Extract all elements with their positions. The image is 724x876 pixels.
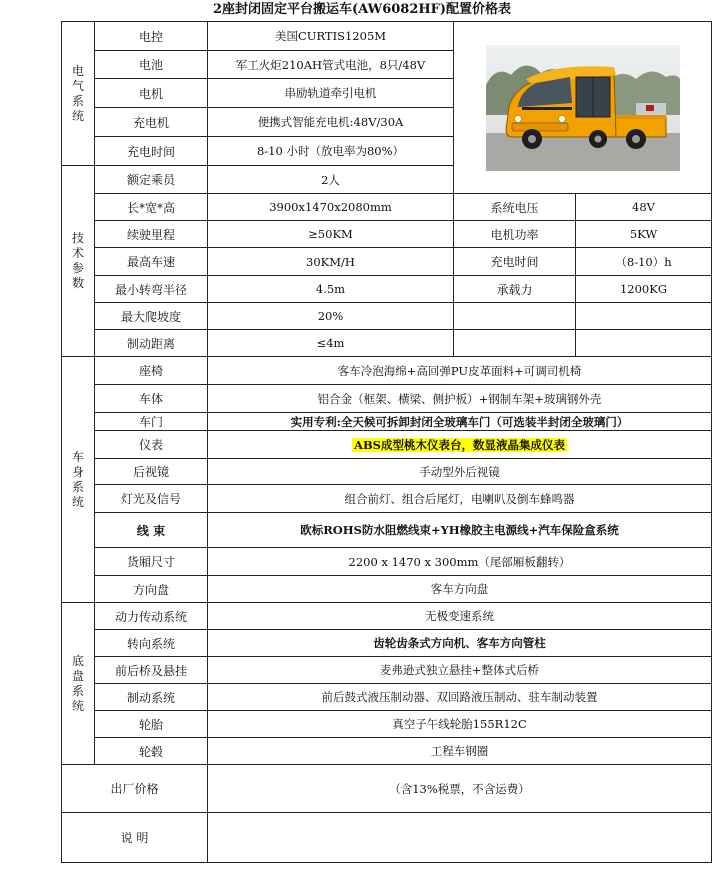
row-value: 麦弗逊式独立悬挂+整体式后桥: [208, 657, 712, 684]
row-label: 前后桥及悬挂: [95, 657, 208, 684]
row-label: 轮胎: [95, 711, 208, 738]
row-value: 实用专利:全天候可拆卸封闭全玻璃车门（可选装半封闭全玻璃门）: [208, 413, 712, 431]
page-title: 2座封闭固定平台搬运车(AW6082HF)配置价格表: [212, 2, 512, 17]
row-label: 灯光及信号: [95, 485, 208, 513]
row-value: 4.5m: [208, 276, 454, 303]
table-row: [62, 330, 712, 357]
row-label: 最高车速: [95, 248, 208, 276]
row-value: 2人: [208, 166, 454, 194]
table-row: [62, 357, 712, 385]
row-value-2: [576, 330, 712, 357]
row-value: ≥50KM: [208, 221, 454, 248]
row-label: 座椅: [95, 357, 208, 385]
row-value-cell: [208, 431, 712, 459]
row-label: 制动距离: [95, 330, 208, 357]
table-row: [62, 684, 712, 711]
row-label-2: 电机功率: [454, 221, 576, 248]
row-label-2: 充电时间: [454, 248, 576, 276]
row-value: 工程车钢圈: [208, 738, 712, 765]
notes-label: 说 明: [62, 813, 208, 863]
row-label: 电机: [95, 79, 208, 108]
row-value: 手动型外后视镜: [208, 459, 712, 485]
row-value: 客车冷泡海绵+高回弹PU皮革面料+可调司机椅: [208, 357, 712, 385]
highlight-value: ABS成型桃木仪表台，数显液晶集成仪表: [354, 437, 565, 452]
row-value: 美国CURTIS1205M: [208, 22, 454, 51]
row-label: 车体: [95, 385, 208, 413]
row-value: 无极变速系统: [208, 603, 712, 630]
table-row: [62, 548, 712, 576]
row-label: 后视镜: [95, 459, 208, 485]
table-row: [62, 413, 712, 431]
row-label: 动力传动系统: [95, 603, 208, 630]
row-label: 电控: [95, 22, 208, 51]
row-label-2: [454, 330, 576, 357]
category-technical: 技 术 参 数: [62, 166, 95, 357]
row-label: 充电时间: [95, 137, 208, 166]
table-row: [62, 385, 712, 413]
row-value: 20%: [208, 303, 454, 330]
table-row: [62, 431, 712, 459]
vehicle-photo: [486, 45, 680, 171]
notes-value: [208, 813, 712, 863]
price-label: 出厂价格: [62, 765, 208, 813]
row-label: 转向系统: [95, 630, 208, 657]
table-row: [62, 813, 712, 863]
table-row: [62, 657, 712, 684]
row-label-2: [454, 303, 576, 330]
table-row: [62, 630, 712, 657]
row-label: 车门: [95, 413, 208, 431]
row-label: 续驶里程: [95, 221, 208, 248]
row-label-2: 系统电压: [454, 194, 576, 221]
row-value: 客车方向盘: [208, 576, 712, 603]
row-value: 组合前灯、组合后尾灯，电喇叭及倒车蜂鸣器: [208, 485, 712, 513]
vehicle-photo-cell: [454, 22, 712, 194]
row-value: 串励轨道牵引电机: [208, 79, 454, 108]
row-value: 便携式智能充电机:48V/30A: [208, 108, 454, 137]
table-row: [62, 485, 712, 513]
category-chassis: 底 盘 系 统: [62, 603, 95, 765]
row-label-2: 承载力: [454, 276, 576, 303]
row-value: 前后鼓式液压制动器、双回路液压制动、驻车制动装置: [208, 684, 712, 711]
table-row: [62, 248, 712, 276]
category-body: 车 身 系 统: [62, 357, 95, 603]
table-row: [62, 765, 712, 813]
row-value: 真空子午线轮胎155R12C: [208, 711, 712, 738]
table-row: [62, 711, 712, 738]
row-value-2: [576, 303, 712, 330]
row-label: 线 束: [95, 513, 208, 548]
table-row: [62, 513, 712, 548]
row-value-2: 1200KG: [576, 276, 712, 303]
row-value: 2200 x 1470 x 300mm（尾部厢板翻转）: [208, 548, 712, 576]
table-row: [62, 276, 712, 303]
spec-table: [61, 21, 712, 863]
price-value: （含13%税票，不含运费）: [208, 765, 712, 813]
row-label: 最大爬坡度: [95, 303, 208, 330]
table-row: [62, 459, 712, 485]
table-row: [62, 221, 712, 248]
row-value: ≤4m: [208, 330, 454, 357]
table-row: [62, 194, 712, 221]
table-row: [62, 603, 712, 630]
row-value: 30KM/H: [208, 248, 454, 276]
row-label: 仪表: [95, 431, 208, 459]
row-label: 最小转弯半径: [95, 276, 208, 303]
table-row: [62, 303, 712, 330]
row-label: 长*宽*高: [95, 194, 208, 221]
row-label: 电池: [95, 51, 208, 79]
row-label: 方向盘: [95, 576, 208, 603]
row-label: 货厢尺寸: [95, 548, 208, 576]
row-value: 齿轮齿条式方向机、客车方向管柱: [208, 630, 712, 657]
row-label: 充电机: [95, 108, 208, 137]
table-row: [62, 576, 712, 603]
row-value: 3900x1470x2080mm: [208, 194, 454, 221]
row-value-2: 48V: [576, 194, 712, 221]
table-row: [62, 22, 712, 51]
row-label: 额定乘员: [95, 166, 208, 194]
row-value: 铝合金（框架、横梁、侧护板）+钢制车架+玻璃钢外壳: [208, 385, 712, 413]
category-electric: 电 气 系 统: [62, 22, 95, 166]
row-label: 制动系统: [95, 684, 208, 711]
table-row: [62, 738, 712, 765]
row-value: 欧标ROHS防水阻燃线束+YH橡胶主电源线+汽车保险盒系统: [208, 513, 712, 548]
row-value-2: （8-10）h: [576, 248, 712, 276]
row-value: 8-10 小时（放电率为80%）: [208, 137, 454, 166]
row-value: 军工火炬210AH管式电池，8只/48V: [208, 51, 454, 79]
row-label: 轮毂: [95, 738, 208, 765]
row-value-2: 5KW: [576, 221, 712, 248]
